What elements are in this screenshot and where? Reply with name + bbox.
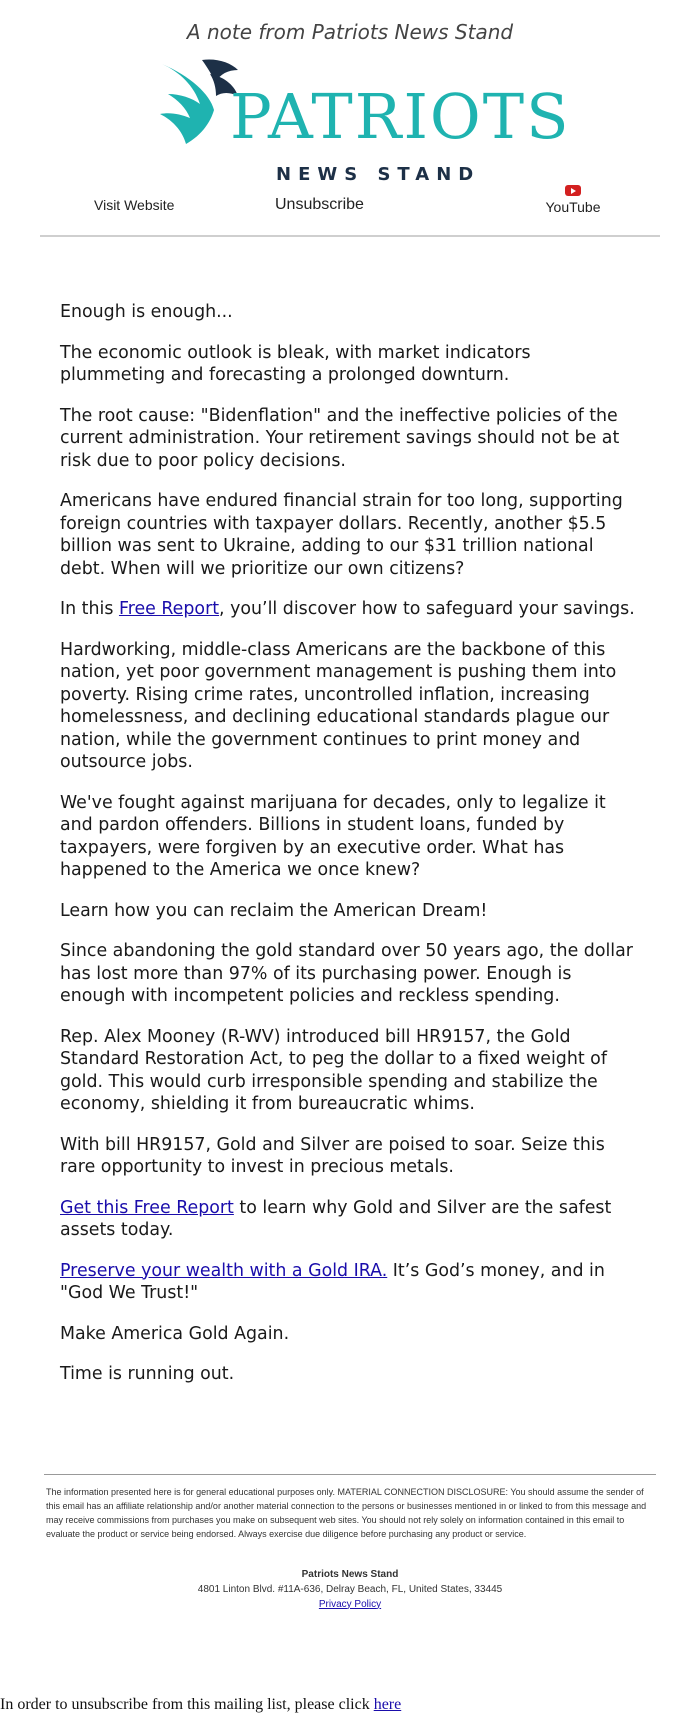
company-address: 4801 Linton Blvd. #11A-636, Delray Beach, FL, United States, 33445: [197, 1583, 503, 1595]
paragraph: [60, 598, 640, 621]
article-body: [40, 237, 660, 1386]
paragraph: Rep. Alex Mooney (R-WV) introduced bill HR9157, the Gold Standard Restoration Act, to peg the dollar to a fixed weight of gold. This would curb irresponsible spending and stabilize the economy, shielding it from bureaucratic whims.: [60, 1026, 607, 1114]
paragraph: With bill HR9157, Gold and Silver are poised to soar. Seize this rare opportunity to invest in precious metals.: [60, 1134, 605, 1177]
paragraph: [60, 1197, 640, 1242]
visit-website-link[interactable]: Visit Website: [94, 197, 175, 213]
privacy-policy-link[interactable]: Privacy Policy: [318, 1598, 382, 1610]
company-info: [40, 1541, 660, 1612]
legal-disclosure: The information presented here is for general educational purposes only. MATERIAL CONNECTION DISCLOSURE: You should assume the sender of this email has an affiliate relationship and/or another material connection to the persons or businesses mentioned in or linked to from this message and may receive commissions from purchases you make on subsequent web sites. You should not rely solely on information contained in this email to evaluate the product or service being endorsed. Always exercise due diligence before purchasing any product or service.: [46, 1486, 647, 1539]
header-tagline: A note from Patriots News Stand: [186, 20, 514, 44]
logo-wordmark: PATRIOTS: [230, 80, 571, 153]
unsubscribe-link[interactable]: Unsubscribe: [275, 196, 364, 213]
paragraph: Since abandoning the gold standard over 50 years ago, the dollar has lost more than 97% of its purchasing power. Enough is enough with incompetent policies and reckless spending.: [60, 941, 633, 1006]
header-nav: [40, 185, 660, 237]
get-free-report-link[interactable]: Get this Free Report: [60, 1197, 234, 1218]
youtube-link[interactable]: [538, 185, 608, 215]
unsubscribe-text: In order to unsubscribe from this mailing list, please click: [0, 1696, 374, 1713]
paragraph: Hardworking, middle-class Americans are the backbone of this nation, yet poor government management is pushing them into poverty. Rising crime rates, uncontrolled inflation, increasing homelessness, and declining educational standards plague our nation, while the government continues to print money and outsource jobs.: [60, 639, 617, 772]
paragraph: Time is running out.: [60, 1364, 235, 1384]
paragraph-text: It’s God’s money, and in "God We Trust!": [60, 1260, 605, 1303]
paragraph: Make America Gold Again.: [60, 1323, 290, 1344]
free-report-link[interactable]: Free Report: [118, 599, 220, 619]
unsubscribe-here-link[interactable]: here: [373, 1696, 402, 1713]
brand-logo[interactable]: [40, 50, 660, 185]
paragraph: The root cause: "Bidenflation" and the ineffective policies of the current administration. Your retirement savings should not be at risk due to poor policy decisions.: [60, 405, 620, 471]
paragraph-text: In this: [60, 599, 119, 619]
youtube-icon: [565, 185, 581, 196]
paragraph: Americans have endured financial strain for too long, supporting foreign countries with taxpayer dollars. Recently, another $5.5 billion was sent to Ukraine, adding to our $31 trillion national debt. When will we prioritize our own citizens?: [60, 491, 623, 579]
logo-subword: NEWS STAND: [276, 164, 481, 185]
paragraph-text: , you’ll discover how to safeguard your savings.: [219, 599, 635, 619]
company-name: Patriots News Stand: [301, 1568, 399, 1580]
paragraph: [60, 1260, 640, 1305]
paragraph: The economic outlook is bleak, with market indicators plummeting and forecasting a prolonged downturn.: [60, 342, 531, 385]
eagle-icon: [150, 54, 240, 154]
paragraph: We've fought against marijuana for decades, only to legalize it and pardon offenders. Billions in student loans, funded by taxpayers, were forgiven by an executive order. What has happened to the America we once knew?: [60, 792, 606, 880]
gold-ira-link[interactable]: Preserve your wealth with a Gold IRA.: [60, 1260, 388, 1281]
paragraph: Learn how you can reclaim the American Dream!: [60, 900, 488, 921]
paragraph: Enough is enough...: [60, 302, 233, 322]
youtube-label: YouTube: [545, 199, 601, 215]
paragraph-text: to learn why Gold and Silver are the safest assets today.: [60, 1197, 612, 1240]
unsubscribe-notice: [0, 1696, 401, 1714]
email-container: [40, 0, 660, 1612]
